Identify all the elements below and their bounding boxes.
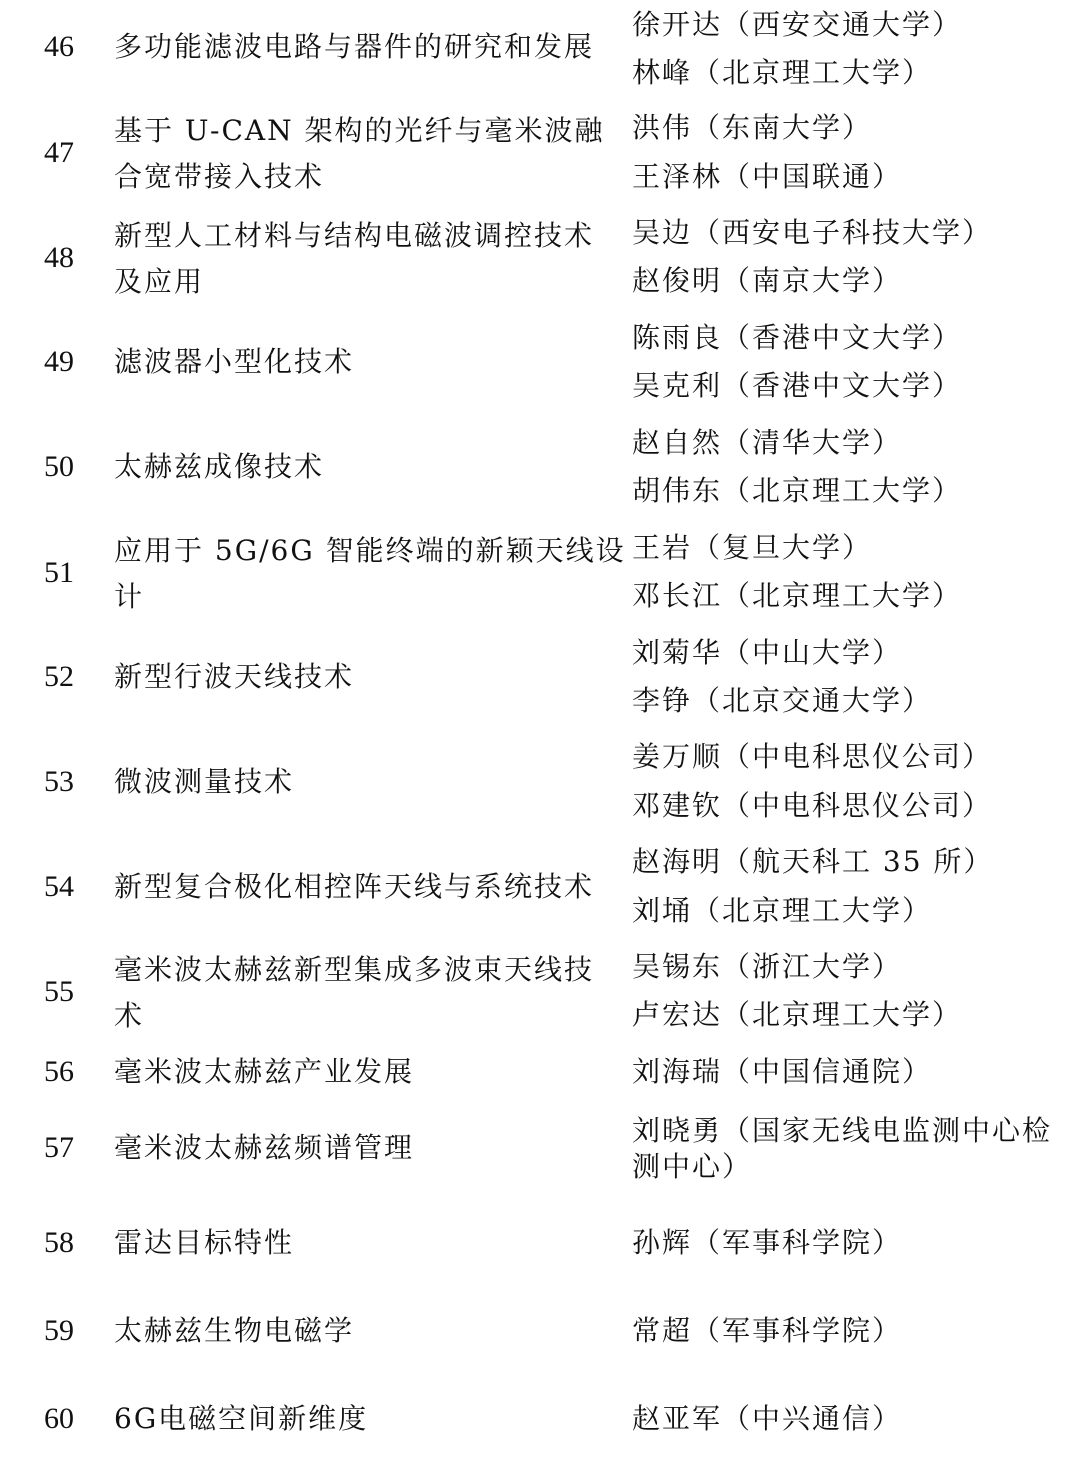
topic-text: 应用于 5G/6G 智能终端的新颖天线设 bbox=[114, 534, 626, 567]
person-name: 赵亚军（中兴通信） bbox=[632, 1402, 903, 1435]
topic-cell bbox=[114, 1049, 614, 1095]
person-name: 邓建钦（中电科思仪公司） bbox=[632, 789, 993, 822]
topic-text: 多功能滤波电路与器件的研究和发展 bbox=[114, 30, 595, 63]
person-name: 赵海明（航天科工 35 所） bbox=[632, 845, 994, 878]
row-number: 50 bbox=[44, 450, 74, 483]
topic-text: 太赫兹成像技术 bbox=[114, 450, 325, 483]
person-name: 李铮（北京交通大学） bbox=[632, 684, 933, 717]
person-name: 姜万顺（中电科思仪公司） bbox=[632, 740, 993, 773]
row-number: 46 bbox=[44, 30, 74, 63]
person-name: 常超（军事科学院） bbox=[632, 1314, 903, 1347]
row-number: 51 bbox=[44, 556, 74, 589]
person-name: 胡伟东（北京理工大学） bbox=[632, 474, 963, 507]
row-number: 53 bbox=[44, 765, 74, 798]
topic-text: 合宽带接入技术 bbox=[114, 160, 325, 193]
person-name: 吴边（西安电子科技大学） bbox=[632, 216, 993, 249]
topic-text: 微波测量技术 bbox=[114, 765, 295, 798]
topic-text: 新型人工材料与结构电磁波调控技术 bbox=[114, 219, 595, 252]
topic-text: 雷达目标特性 bbox=[114, 1226, 295, 1259]
row-number: 55 bbox=[44, 975, 74, 1008]
row-number: 58 bbox=[44, 1226, 74, 1259]
topic-text: 新型行波天线技术 bbox=[114, 660, 355, 693]
topic-text: 新型复合极化相控阵天线与系统技术 bbox=[114, 870, 595, 903]
person-name: 赵俊明（南京大学） bbox=[632, 264, 903, 297]
person-name: 陈雨良（香港中文大学） bbox=[632, 321, 963, 354]
topic-cell bbox=[114, 864, 614, 910]
person-name: 吴克利（香港中文大学） bbox=[632, 369, 963, 402]
topic-cell bbox=[114, 654, 614, 700]
row-number: 48 bbox=[44, 241, 74, 274]
person-name: 洪伟（东南大学） bbox=[632, 111, 873, 144]
person-name: 邓长江（北京理工大学） bbox=[632, 579, 963, 612]
person-name: 卢宏达（北京理工大学） bbox=[632, 998, 963, 1031]
row-number: 60 bbox=[44, 1402, 74, 1435]
person-name: 徐开达（西安交通大学） bbox=[632, 8, 963, 41]
row-number: 59 bbox=[44, 1314, 74, 1347]
topic-cell bbox=[114, 108, 614, 200]
topic-cell bbox=[114, 213, 614, 305]
person-name: 孙辉（军事科学院） bbox=[632, 1226, 903, 1259]
topic-text: 6G电磁空间新维度 bbox=[114, 1402, 369, 1435]
person-name: 王岩（复旦大学） bbox=[632, 531, 873, 564]
topic-cell bbox=[114, 1396, 614, 1442]
topic-text: 毫米波太赫兹产业发展 bbox=[114, 1055, 415, 1088]
topic-text: 基于 U-CAN 架构的光纤与毫米波融 bbox=[114, 114, 605, 147]
person-name: 刘海瑞（中国信通院） bbox=[632, 1055, 933, 1088]
topic-text: 计 bbox=[114, 580, 145, 613]
topic-text: 滤波器小型化技术 bbox=[114, 345, 355, 378]
row-number: 52 bbox=[44, 660, 74, 693]
person-name: 刘菊华（中山大学） bbox=[632, 636, 903, 669]
topic-text: 毫米波太赫兹频谱管理 bbox=[114, 1131, 415, 1164]
person-name: 刘埇（北京理工大学） bbox=[632, 894, 933, 927]
topic-cell bbox=[114, 947, 614, 1039]
topic-text: 及应用 bbox=[114, 265, 205, 298]
topic-cell bbox=[114, 1308, 614, 1354]
topic-cell bbox=[114, 759, 614, 805]
row-number: 57 bbox=[44, 1131, 74, 1164]
topic-cell bbox=[114, 444, 614, 490]
row-number: 54 bbox=[44, 870, 74, 903]
topic-cell bbox=[114, 1220, 614, 1266]
row-number: 47 bbox=[44, 136, 74, 169]
topic-cell bbox=[114, 24, 614, 70]
topic-cell bbox=[114, 528, 626, 620]
topic-text: 毫米波太赫兹新型集成多波束天线技 bbox=[114, 953, 595, 986]
person-name: 吴锡东（浙江大学） bbox=[632, 950, 903, 983]
topic-text: 太赫兹生物电磁学 bbox=[114, 1314, 355, 1347]
row-number: 56 bbox=[44, 1055, 74, 1088]
person-name: 赵自然（清华大学） bbox=[632, 426, 903, 459]
topic-cell bbox=[114, 339, 614, 385]
person-name: 林峰（北京理工大学） bbox=[632, 56, 933, 89]
person-name: 王泽林（中国联通） bbox=[632, 160, 903, 193]
row-number: 49 bbox=[44, 345, 74, 378]
topic-cell bbox=[114, 1125, 614, 1171]
topic-text: 术 bbox=[114, 999, 145, 1032]
person-name: 刘晓勇（国家无线电监测中心检 bbox=[632, 1114, 1053, 1147]
person-name: 测中心） bbox=[632, 1150, 753, 1183]
